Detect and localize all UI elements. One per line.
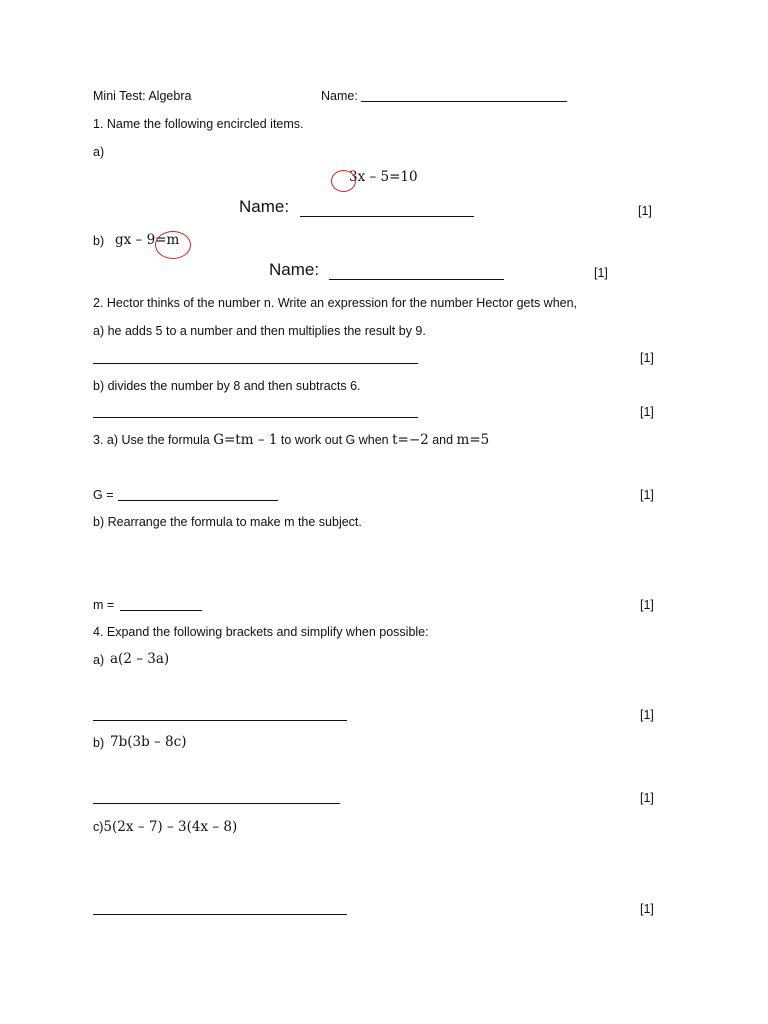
q1b-encircle-mark	[155, 231, 191, 259]
q3-formula: G=tm – 1	[213, 432, 278, 448]
q3b-m-label: m =	[93, 598, 115, 612]
q4b-expression: 7b(3b – 8c)	[110, 734, 187, 750]
q4c-text	[93, 819, 237, 835]
q3b-marks: [1]	[640, 598, 654, 612]
q4a-expression: a(2 – 3a)	[110, 651, 170, 667]
q1b-marks: [1]	[594, 266, 608, 280]
q2-prompt: 2. Hector thinks of the number n. Write an expression for the number Hector gets when,	[93, 296, 578, 310]
q4c-answer-line[interactable]	[93, 914, 347, 915]
q4a-marks: [1]	[640, 708, 654, 722]
q4b-marks: [1]	[640, 791, 654, 805]
q1a-marks: [1]	[638, 204, 652, 218]
q3-and: and	[428, 433, 457, 447]
q3a-answer-line[interactable]	[118, 500, 278, 501]
q1-prompt: 1. Name the following encircled items.	[93, 117, 304, 131]
q1b-answer-line[interactable]	[329, 279, 504, 280]
q1b-label: b)	[93, 234, 105, 248]
q2b-marks: [1]	[640, 405, 654, 419]
test-title: Mini Test: Algebra	[93, 89, 192, 103]
q4-prompt: 4. Expand the following brackets and simplify when possible:	[93, 625, 429, 639]
q2b-answer-line[interactable]	[93, 417, 418, 418]
q4b-answer-line[interactable]	[93, 803, 340, 804]
q4c-expression: 5(2x – 7) – 3(4x – 8)	[103, 819, 238, 835]
q3a-middle: to work out G when	[277, 433, 393, 447]
q2a-answer-line[interactable]	[93, 363, 418, 364]
q4c-label: c)	[93, 820, 104, 834]
q4a-label: a)	[93, 653, 105, 667]
q1b-expression: gx – 9=m	[115, 232, 180, 248]
q4c-marks: [1]	[640, 902, 654, 916]
q3a-marks: [1]	[640, 488, 654, 502]
q4a-answer-line[interactable]	[93, 720, 347, 721]
name-label: Name:	[321, 89, 358, 103]
q3a-text	[93, 432, 489, 448]
q3a-prefix: 3. a) Use the formula	[93, 433, 214, 447]
q2b-text: b) divides the number by 8 and then subtracts 6.	[93, 379, 361, 393]
name-answer-line[interactable]	[361, 101, 567, 102]
q3b-text: b) Rearrange the formula to make m the subject.	[93, 515, 362, 529]
q1a-label: a)	[93, 145, 105, 159]
q3a-g-label: G =	[93, 488, 114, 502]
q1b-name-label: Name:	[269, 260, 320, 279]
q4b-label: b)	[93, 736, 105, 750]
q1a-expression: 3x – 5=10	[349, 169, 418, 185]
q1a-name-label: Name:	[239, 197, 290, 216]
q1a-encircle-mark	[331, 170, 356, 192]
q3-t-value: t=−2	[392, 432, 429, 448]
q1a-answer-line[interactable]	[300, 216, 474, 217]
q2a-text: a) he adds 5 to a number and then multiplies the result by 9.	[93, 324, 426, 338]
q3-m-value: m=5	[456, 432, 490, 448]
q3b-answer-line[interactable]	[120, 610, 202, 611]
q2a-marks: [1]	[640, 351, 654, 365]
